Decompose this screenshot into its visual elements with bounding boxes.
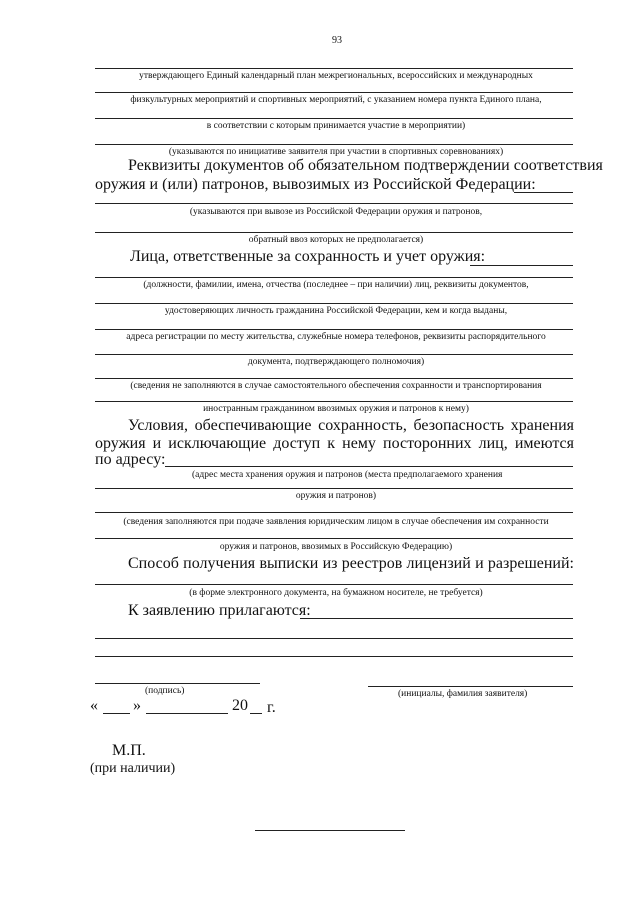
word: получения: [183, 555, 256, 572]
word: обеспечивающие: [194, 417, 312, 434]
responsible-note: (должности, фамилии, имена, отчества (последнее – при наличии) лиц, реквизиты документов,: [143, 280, 529, 290]
responsible-note: удостоверяющих личность гражданина Российской Федерации, кем и когда выданы,: [164, 306, 508, 316]
confirmation-note: обратный ввоз которых не предполагается): [248, 235, 424, 245]
fill-line: [95, 538, 573, 539]
word: исключающие: [168, 435, 267, 452]
responsible-heading: Лица, ответственные за сохранность и учет оружия:: [130, 248, 486, 265]
fill-line: [95, 303, 573, 304]
fill-line: [95, 329, 573, 330]
date-year-prefix: 20: [232, 697, 248, 714]
fill-line: [300, 618, 573, 619]
event-note-line: в соответствии с которым принимается участие в мероприятии): [206, 121, 466, 131]
fill-line: [95, 488, 573, 489]
event-note-line: (указываются по инициативе заявителя при участии в спортивных соревнованиях): [168, 147, 504, 157]
responsible-note: иностранным гражданином ввозимых оружия и патронов к нему): [203, 404, 469, 414]
word: из: [322, 555, 338, 572]
fill-line: [514, 192, 573, 193]
storage-address-label: по адресу:: [95, 451, 166, 468]
word: к: [327, 435, 336, 452]
fill-line: [95, 584, 573, 585]
fill-line: [95, 68, 573, 69]
confirmation-heading: Реквизиты документов об обязательном подтверждении соответствия: [128, 157, 603, 174]
word: и: [475, 555, 484, 572]
event-note-line: утверждающего Единый календарный план межрегиональных, всероссийских и международных: [139, 71, 533, 81]
fill-line: [95, 401, 573, 402]
storage-note: (сведения заполняются при подаче заявления юридическим лицом в случае обеспечения им сохранности: [123, 517, 549, 527]
fill-line: [95, 638, 573, 639]
stamp-note: (при наличии): [90, 761, 176, 776]
storage-note: оружия и патронов): [295, 491, 377, 501]
word: нему: [342, 435, 376, 452]
name-caption: (инициалы, фамилия заявителя): [398, 689, 528, 699]
date-year-line: [250, 713, 262, 714]
word: лиц,: [478, 435, 508, 452]
fill-line: [95, 656, 573, 657]
date-month-line: [146, 713, 228, 714]
responsible-note: (сведения не заполняются в случае самостоятельного обеспечения сохранности и транспортирования: [130, 381, 542, 391]
event-note-line: физкультурных мероприятий и спортивных мероприятий, с указанием номера пункта Единого плана,: [130, 95, 542, 105]
word: выписки: [259, 555, 319, 572]
word: разрешений:: [487, 555, 574, 572]
fill-line: [95, 232, 573, 233]
word: посторонних: [383, 435, 472, 452]
storage-note: оружия и патронов, ввозимых в Российскую Федерацию): [219, 542, 453, 552]
confirmation-heading: оружия и (или) патронов, вывозимых из Российской Федерации:: [95, 176, 536, 193]
storage-paragraph-line: [95, 436, 574, 452]
fill-line: [95, 118, 573, 119]
word: и: [152, 435, 162, 452]
word: хранения: [510, 417, 574, 434]
fill-line: [95, 378, 573, 379]
fill-line: [470, 265, 573, 266]
fill-line: [95, 277, 573, 278]
date-day-line: [103, 713, 130, 714]
fill-line: [165, 466, 573, 467]
word: лицензий: [406, 555, 471, 572]
footer-line: [255, 830, 405, 831]
extract-heading: [128, 556, 574, 572]
name-line: [368, 686, 573, 687]
word: Условия,: [128, 417, 188, 434]
page-number: 93: [332, 35, 342, 46]
word: реестров: [341, 555, 403, 572]
stamp-label: М.П.: [112, 742, 146, 759]
responsible-note: адреса регистрации по месту жительства, служебные номера телефонов, реквизиты распорядительного: [126, 332, 546, 342]
responsible-note: документа, подтверждающего полномочия): [247, 357, 425, 367]
storage-paragraph-line: [128, 418, 574, 434]
extract-note: (в форме электронного документа, на бумажном носителе, не требуется): [189, 588, 483, 598]
fill-line: [95, 144, 573, 145]
word: Способ: [128, 555, 179, 572]
date-year-suffix: г.: [267, 699, 276, 716]
storage-note: (адрес места хранения оружия и патронов (места предполагаемого хранения: [192, 470, 503, 480]
fill-line: [95, 92, 573, 93]
fill-line: [95, 354, 573, 355]
word: оружия: [95, 435, 146, 452]
word: имеются: [514, 435, 574, 452]
word: доступ: [273, 435, 321, 452]
word: сохранность,: [318, 417, 407, 434]
word: безопасность: [413, 417, 505, 434]
confirmation-note: (указываются при вывозе из Российской Федерации оружия и патронов,: [189, 207, 483, 217]
attachments-heading: К заявлению прилагаются:: [128, 602, 311, 619]
date-open-quote: «: [90, 697, 98, 714]
fill-line: [95, 203, 573, 204]
date-close-quote: »: [133, 697, 141, 714]
signature-line: [95, 683, 260, 684]
signature-caption: (подпись): [145, 686, 185, 696]
fill-line: [95, 512, 573, 513]
